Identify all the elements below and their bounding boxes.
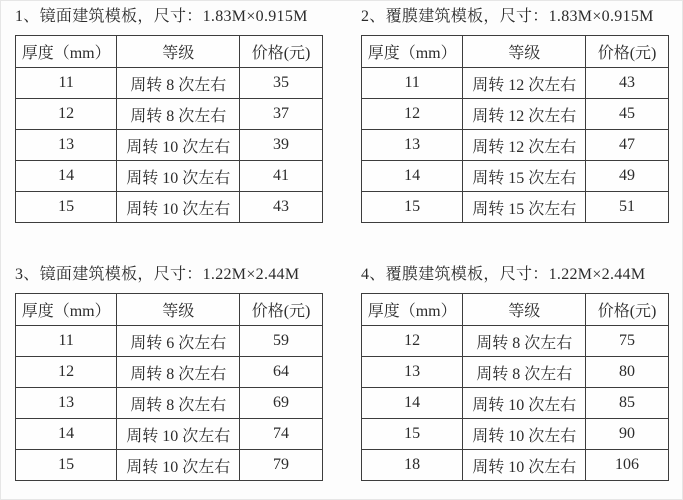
col-header-price: 价格(元) bbox=[586, 36, 669, 68]
price-cell: 106 bbox=[586, 450, 669, 481]
col-header-price: 价格(元) bbox=[586, 294, 669, 326]
table-title: 3、镜面建筑模板，尺寸：1.22M×2.44M bbox=[15, 266, 300, 283]
table-row bbox=[362, 388, 669, 419]
grade-cell: 周转 6 次左右 bbox=[117, 326, 240, 357]
grade-cell: 周转 10 次左右 bbox=[463, 450, 586, 481]
header-row bbox=[362, 294, 669, 326]
price-table bbox=[15, 35, 323, 223]
price-cell: 43 bbox=[240, 192, 323, 223]
header-row bbox=[16, 294, 323, 326]
price-cell: 37 bbox=[240, 99, 323, 130]
grade-cell: 周转 12 次左右 bbox=[463, 130, 586, 161]
thickness-cell: 15 bbox=[362, 192, 463, 223]
col-header-thickness: 厚度（mm） bbox=[362, 36, 463, 68]
thickness-cell: 13 bbox=[362, 130, 463, 161]
grade-cell: 周转 10 次左右 bbox=[117, 192, 240, 223]
price-cell: 64 bbox=[240, 357, 323, 388]
table-row bbox=[16, 99, 323, 130]
price-cell: 69 bbox=[240, 388, 323, 419]
col-header-thickness: 厚度（mm） bbox=[16, 36, 117, 68]
price-cell: 45 bbox=[586, 99, 669, 130]
price-cell: 41 bbox=[240, 161, 323, 192]
thickness-cell: 15 bbox=[362, 419, 463, 450]
table-title: 2、覆膜建筑模板，尺寸：1.83M×0.915M bbox=[361, 8, 654, 25]
thickness-cell: 14 bbox=[362, 388, 463, 419]
grade-cell: 周转 15 次左右 bbox=[463, 192, 586, 223]
table-row bbox=[362, 326, 669, 357]
grade-cell: 周转 10 次左右 bbox=[463, 419, 586, 450]
thickness-cell: 15 bbox=[16, 450, 117, 481]
table-row bbox=[362, 357, 669, 388]
grade-cell: 周转 8 次左右 bbox=[117, 388, 240, 419]
table-title: 4、覆膜建筑模板，尺寸：1.22M×2.44M bbox=[361, 266, 646, 283]
thickness-cell: 11 bbox=[362, 68, 463, 99]
grade-cell: 周转 10 次左右 bbox=[117, 450, 240, 481]
table-row bbox=[16, 388, 323, 419]
price-cell: 49 bbox=[586, 161, 669, 192]
price-cell: 35 bbox=[240, 68, 323, 99]
price-cell: 90 bbox=[586, 419, 669, 450]
price-cell: 75 bbox=[586, 326, 669, 357]
col-header-thickness: 厚度（mm） bbox=[362, 294, 463, 326]
thickness-cell: 12 bbox=[362, 326, 463, 357]
col-header-price: 价格(元) bbox=[240, 36, 323, 68]
price-cell: 39 bbox=[240, 130, 323, 161]
table-row bbox=[362, 450, 669, 481]
table-title: 1、镜面建筑模板，尺寸：1.83M×0.915M bbox=[15, 8, 308, 25]
price-table-section-1 bbox=[11, 7, 327, 223]
grade-cell: 周转 8 次左右 bbox=[117, 99, 240, 130]
table-row bbox=[16, 450, 323, 481]
grade-cell: 周转 12 次左右 bbox=[463, 99, 586, 130]
grade-cell: 周转 10 次左右 bbox=[463, 388, 586, 419]
thickness-cell: 13 bbox=[362, 357, 463, 388]
thickness-cell: 15 bbox=[16, 192, 117, 223]
col-header-grade: 等级 bbox=[463, 36, 586, 68]
price-cell: 74 bbox=[240, 419, 323, 450]
header-row bbox=[16, 36, 323, 68]
grade-cell: 周转 10 次左右 bbox=[117, 419, 240, 450]
price-cell: 51 bbox=[586, 192, 669, 223]
thickness-cell: 11 bbox=[16, 68, 117, 99]
thickness-cell: 18 bbox=[362, 450, 463, 481]
grade-cell: 周转 8 次左右 bbox=[117, 68, 240, 99]
table-row bbox=[16, 68, 323, 99]
table-row bbox=[362, 99, 669, 130]
table-row bbox=[362, 130, 669, 161]
col-header-grade: 等级 bbox=[463, 294, 586, 326]
table-row bbox=[362, 419, 669, 450]
col-header-grade: 等级 bbox=[117, 36, 240, 68]
thickness-cell: 11 bbox=[16, 326, 117, 357]
table-row bbox=[362, 192, 669, 223]
grade-cell: 周转 10 次左右 bbox=[117, 161, 240, 192]
price-table-section-3 bbox=[11, 265, 327, 481]
grade-cell: 周转 8 次左右 bbox=[463, 326, 586, 357]
thickness-cell: 12 bbox=[362, 99, 463, 130]
table-row bbox=[16, 192, 323, 223]
thickness-cell: 14 bbox=[16, 419, 117, 450]
thickness-cell: 12 bbox=[16, 357, 117, 388]
price-cell: 85 bbox=[586, 388, 669, 419]
grade-cell: 周转 8 次左右 bbox=[117, 357, 240, 388]
price-table bbox=[361, 35, 669, 223]
price-table bbox=[15, 293, 323, 481]
col-header-thickness: 厚度（mm） bbox=[16, 294, 117, 326]
price-table-section-4 bbox=[357, 265, 673, 481]
col-header-price: 价格(元) bbox=[240, 294, 323, 326]
thickness-cell: 14 bbox=[16, 161, 117, 192]
thickness-cell: 14 bbox=[362, 161, 463, 192]
table-row bbox=[362, 161, 669, 192]
col-header-grade: 等级 bbox=[117, 294, 240, 326]
price-cell: 47 bbox=[586, 130, 669, 161]
table-row bbox=[16, 357, 323, 388]
thickness-cell: 13 bbox=[16, 388, 117, 419]
thickness-cell: 13 bbox=[16, 130, 117, 161]
price-table bbox=[361, 293, 669, 481]
header-row bbox=[362, 36, 669, 68]
table-row bbox=[16, 419, 323, 450]
thickness-cell: 12 bbox=[16, 99, 117, 130]
table-row bbox=[16, 161, 323, 192]
grade-cell: 周转 8 次左右 bbox=[463, 357, 586, 388]
table-row bbox=[16, 130, 323, 161]
price-cell: 79 bbox=[240, 450, 323, 481]
grade-cell: 周转 12 次左右 bbox=[463, 68, 586, 99]
price-table-section-2 bbox=[357, 7, 673, 223]
table-row bbox=[362, 68, 669, 99]
table-row bbox=[16, 326, 323, 357]
grade-cell: 周转 10 次左右 bbox=[117, 130, 240, 161]
price-cell: 43 bbox=[586, 68, 669, 99]
price-cell: 80 bbox=[586, 357, 669, 388]
price-cell: 59 bbox=[240, 326, 323, 357]
grade-cell: 周转 15 次左右 bbox=[463, 161, 586, 192]
